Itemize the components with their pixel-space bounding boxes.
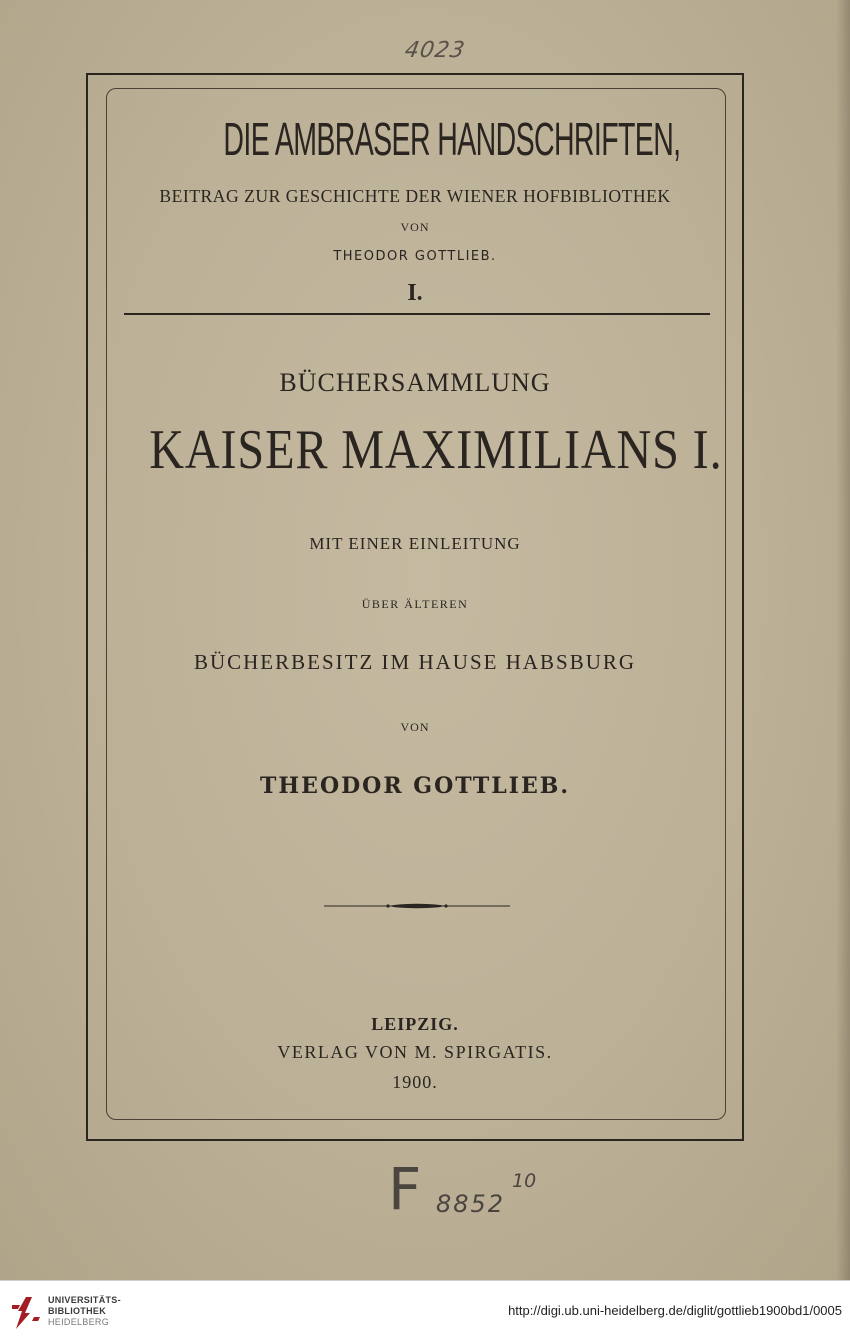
call-number-digits: 8852 [436, 1190, 506, 1218]
handwritten-number: 4023 [402, 38, 468, 63]
intro-line-1: MIT EINER EINLEITUNG [309, 534, 521, 553]
title-rule [124, 313, 710, 315]
series-von: VON [400, 220, 430, 234]
volume-number: I. [407, 280, 423, 306]
imprint-place: LEIPZIG. [371, 1014, 459, 1034]
permalink-url[interactable]: http://digi.ub.uni-heidelberg.de/diglit/gottlieb1900bd1/0005 [508, 1303, 842, 1318]
imprint-year: 1900. [392, 1072, 438, 1092]
intro-line-3: BÜCHERBESITZ IM HAUSE HABSBURG [193, 650, 637, 674]
series-title: DIE AMBRASER HANDSCHRIFTEN, [223, 113, 681, 165]
intro-line-2: ÜBER ÄLTEREN [361, 597, 469, 611]
library-name-line-1: UNIVERSITÄTS- [48, 1295, 121, 1305]
library-name[interactable] [48, 1295, 121, 1328]
book-subtitle: BÜCHERSAMMLUNG [279, 368, 551, 397]
imprint-publisher: VERLAG VON M. SPIRGATIS. [277, 1042, 553, 1062]
book-title: KAISER MAXIMILIANS I. [149, 419, 723, 481]
viewer-footer [0, 1280, 850, 1342]
university-library-logo-icon[interactable] [8, 1295, 44, 1331]
library-name-line-3: HEIDELBERG [48, 1317, 110, 1327]
page-edge-shadow [836, 0, 850, 1280]
library-name-line-2: BIBLIOTHEK [48, 1306, 106, 1316]
series-author: THEODOR GOTTLIEB. [333, 249, 497, 264]
ornament-rule [324, 901, 510, 911]
call-number-superscript: 10 [512, 1170, 537, 1192]
book-author: THEODOR GOTTLIEB. [260, 773, 570, 799]
series-subtitle: BEITRAG ZUR GESCHICHTE DER WIENER HOFBIBLIOTHEK [159, 186, 671, 206]
book-von: VON [400, 720, 430, 734]
call-number-letter: F [388, 1155, 422, 1223]
call-number-stamp [388, 1155, 568, 1230]
